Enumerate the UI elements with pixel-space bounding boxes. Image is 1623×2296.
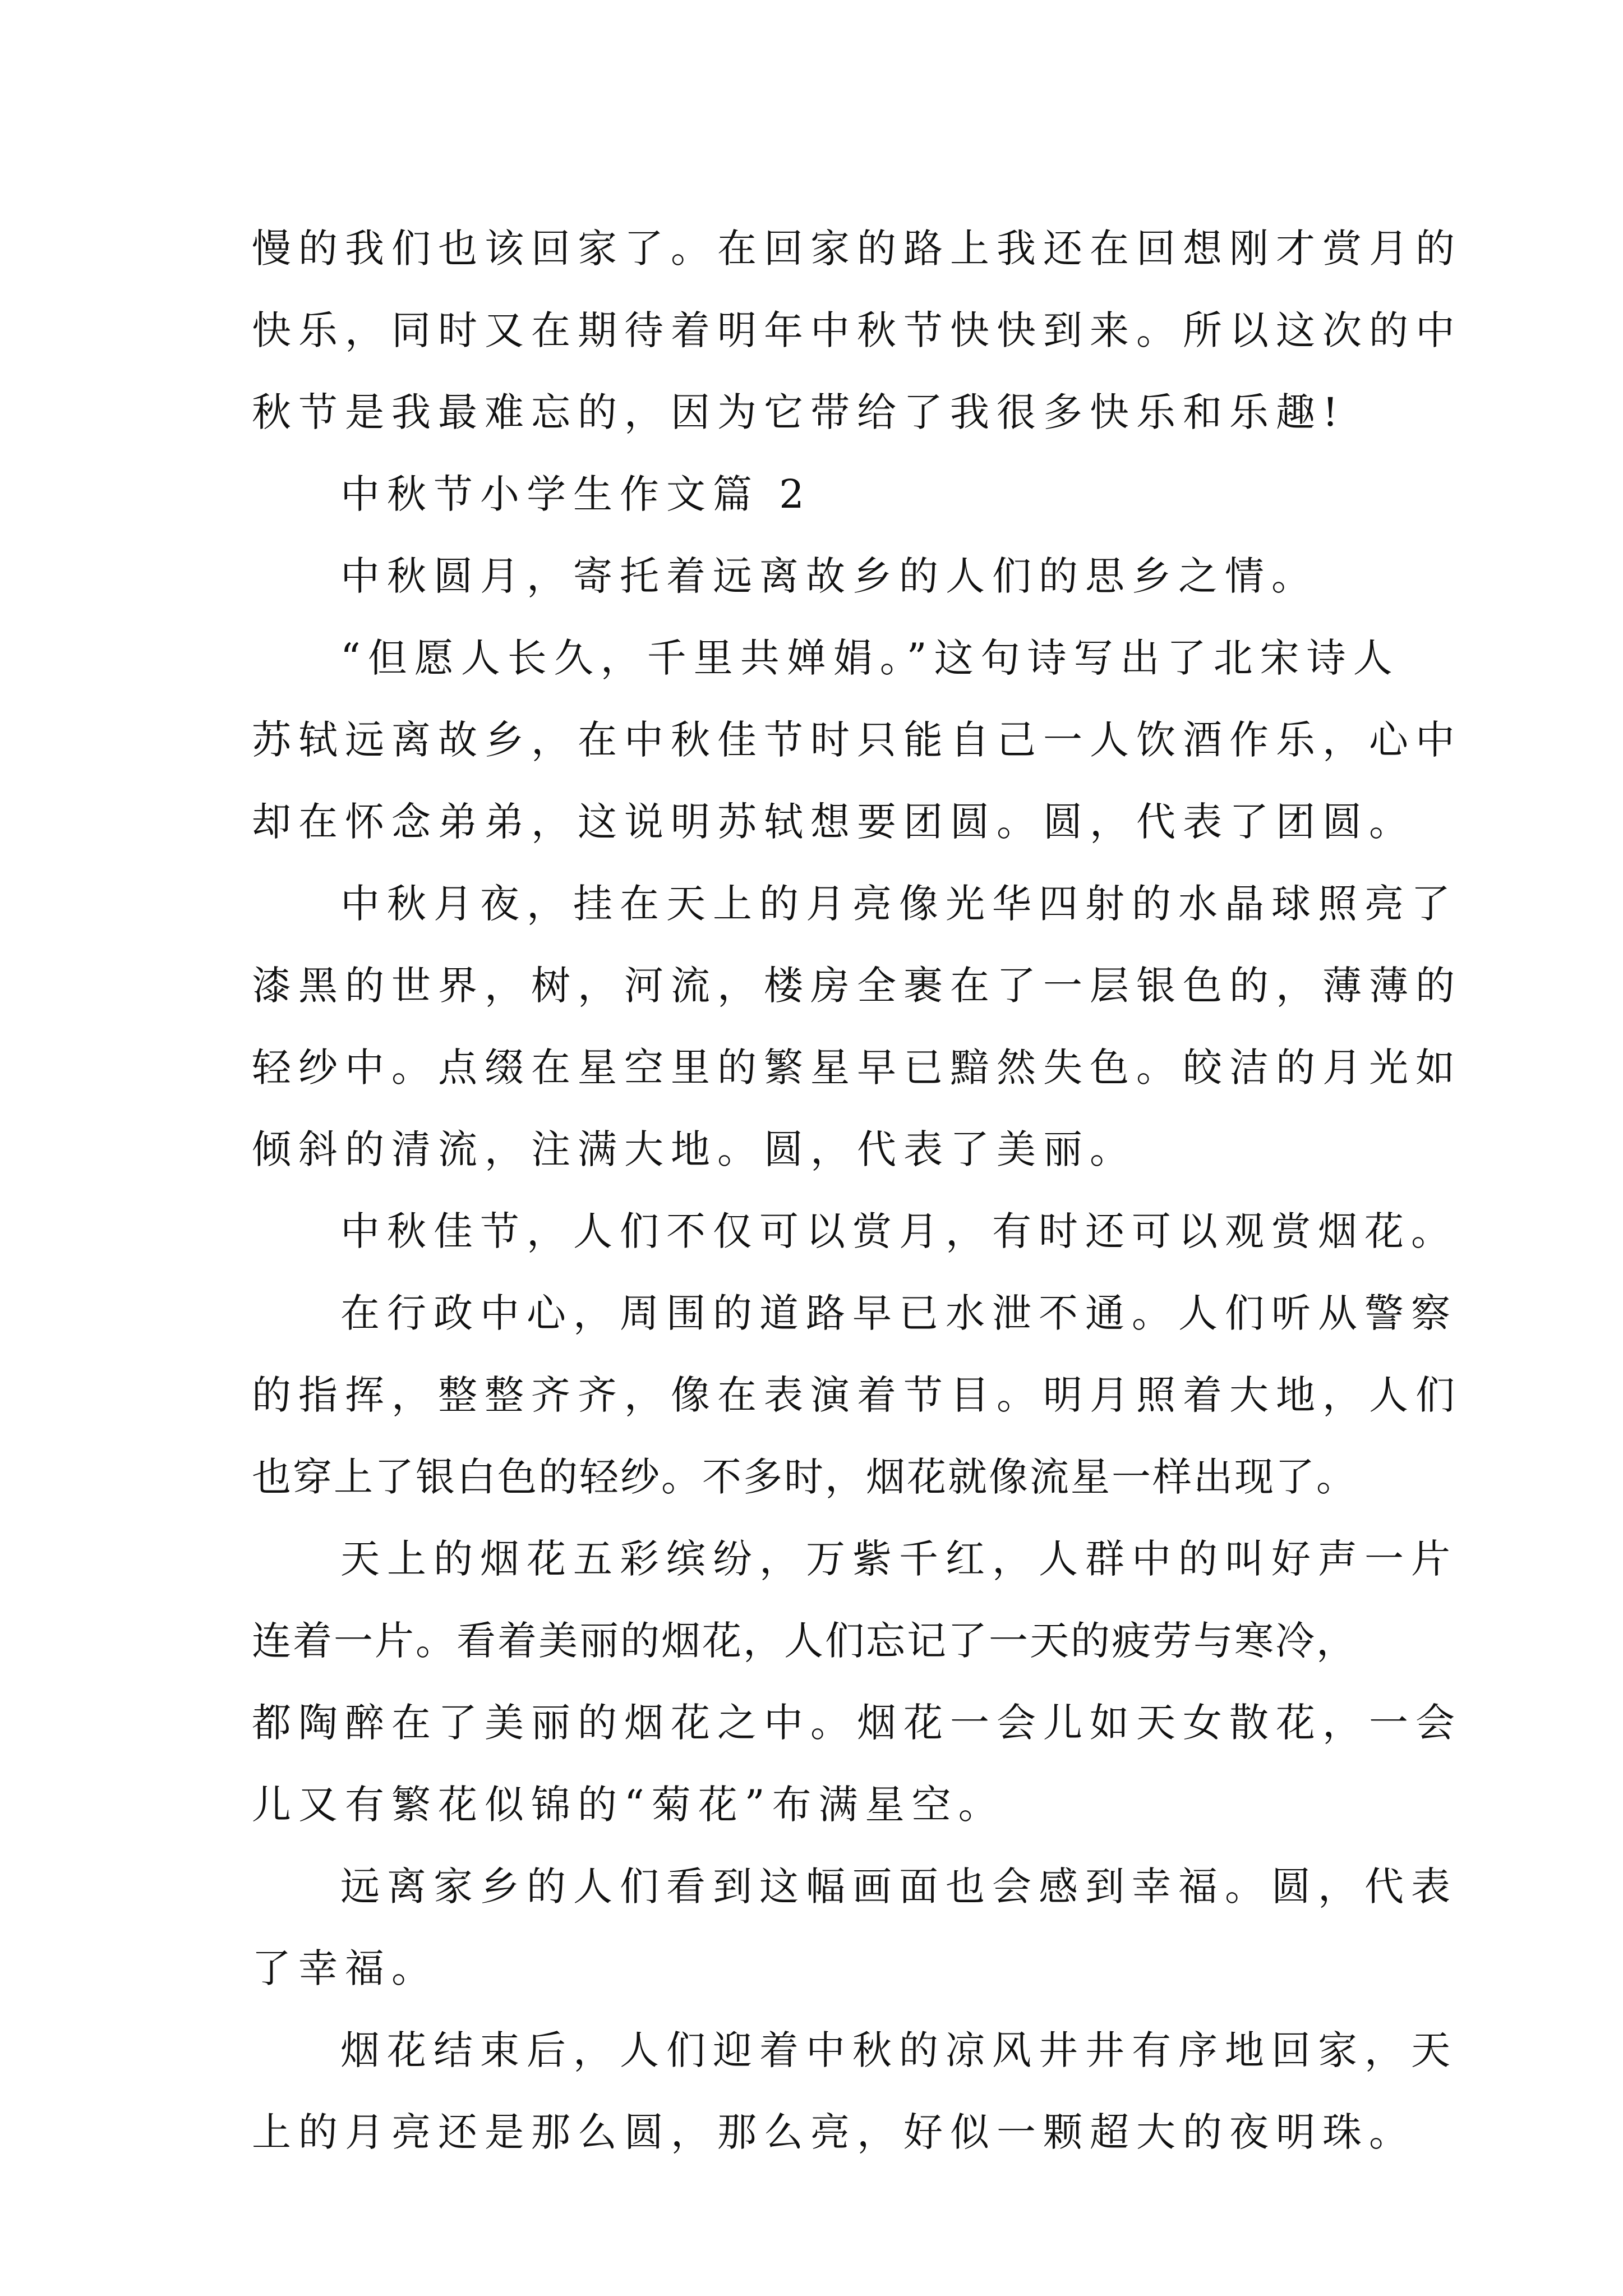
text-line: 远离家乡的人们看到这幅画面也会感到幸福。圆，代表 [340, 1864, 1458, 1910]
text-line: 连着一片。看着美丽的烟花，人们忘记了一天的疲劳与寒冷， [252, 1618, 1357, 1664]
text-line: 快乐，同时又在期待着明年中秋节快快到来。所以这次的中 [252, 307, 1462, 353]
text-line: 都陶醉在了美丽的烟花之中。烟花一会儿如天女散花，一会 [252, 1700, 1462, 1746]
text-line: “但愿人长久，千里共婵娟。”这句诗写出了北宋诗人 [340, 635, 1400, 681]
text-line: 苏轼远离故乡，在中秋佳节时只能自己一人饮酒作乐，心中 [252, 717, 1462, 763]
text-line: 了幸福。 [252, 1945, 438, 1991]
text-line: 儿又有繁花似锦的“菊花”布满星空。 [252, 1782, 1005, 1828]
text-line: 却在怀念弟弟，这说明苏轼想要团圆。圆，代表了团圆。 [252, 799, 1415, 845]
text-line: 慢的我们也该回家了。在回家的路上我还在回想刚才赏月的 [252, 226, 1462, 272]
text-line: 轻纱中。点缀在星空里的繁星早已黯然失色。皎洁的月光如 [252, 1045, 1462, 1091]
text-line: 上的月亮还是那么圆，那么亮，好似一颗超大的夜明珠。 [252, 2109, 1415, 2155]
text-line: 倾斜的清流，注满大地。圆，代表了美丽。 [252, 1126, 1136, 1172]
text-line: 漆黑的世界，树，河流，楼房全裹在了一层银色的，薄薄的 [252, 963, 1462, 1009]
text-line: 也穿上了银白色的轻纱。不多时，烟花就像流星一样出现了。 [252, 1454, 1357, 1500]
text-line: 的指挥，整整齐齐，像在表演着节目。明月照着大地，人们 [252, 1372, 1462, 1418]
text-line: 中秋佳节，人们不仅可以赏月，有时还可以观赏烟花。 [340, 1208, 1458, 1254]
essay-heading: 中秋节小学生作文篇 2 [340, 471, 811, 517]
text-line: 在行政中心，周围的道路早已水泄不通。人们听从警察 [340, 1290, 1458, 1336]
text-line: 中秋圆月，寄托着远离故乡的人们的思乡之情。 [340, 553, 1318, 599]
text-line: 秋节是我最难忘的，因为它带给了我很多快乐和乐趣! [252, 389, 1346, 435]
text-line: 烟花结束后，人们迎着中秋的凉风井井有序地回家，天 [340, 2027, 1458, 2073]
text-line: 中秋月夜，挂在天上的月亮像光华四射的水晶球照亮了 [340, 881, 1458, 927]
text-line: 天上的烟花五彩缤纷，万紫千红，人群中的叫好声一片 [340, 1536, 1458, 1582]
essay-body [252, 208, 1462, 2173]
